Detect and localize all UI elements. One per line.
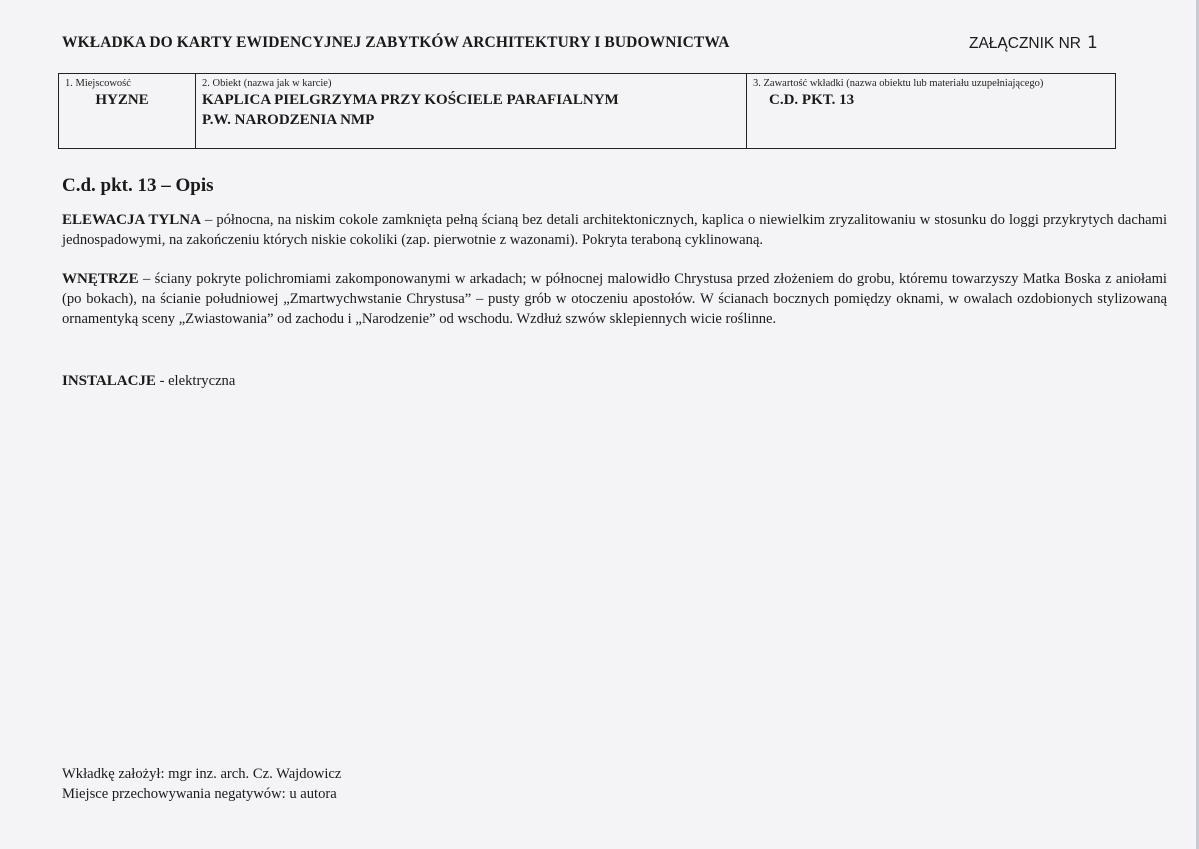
location-value: HYZNE xyxy=(95,92,149,108)
paragraph-text: – północna, na niskim cokole zamknięta pełną ścianą bez detali architektonicznych, kaplica o niewielkim zryzalitowaniu w stosunku do loggi przykrytych dachami jednospadowymi, na zakończeniu których niskie cokoliki (zap. pierwotnie z wazonami). Pokryta teraboną cyklinowaną. xyxy=(62,212,1168,248)
content-value: C.D. PKT. 13 xyxy=(769,92,855,108)
info-table xyxy=(58,73,1116,149)
object-value-line1: KAPLICA PIELGRZYMA PRZY KOŚCIELE PARAFIALNYM xyxy=(202,92,619,108)
paragraph-interior xyxy=(62,269,1167,329)
location-caption: 1. Miejscowość xyxy=(65,78,131,89)
author-line: Wkładkę założył: mgr inz. arch. Cz. Wajdowicz xyxy=(62,766,342,782)
section-title: C.d. pkt. 13 – Opis xyxy=(62,175,214,196)
paragraph-text: - elektryczna xyxy=(155,373,236,389)
storage-line: Miejsce przechowywania negatywów: u autora xyxy=(62,786,337,802)
annex-label xyxy=(969,33,1098,53)
paragraph-rear-elevation xyxy=(62,210,1167,250)
footer xyxy=(62,764,341,804)
paragraph-label: INSTALACJE xyxy=(62,373,156,389)
annex-label-text: ZAŁĄCZNIK NR xyxy=(969,35,1081,52)
paragraph-label: ELEWACJA TYLNA xyxy=(62,212,201,228)
annex-number: 1 xyxy=(1086,33,1098,53)
content-cell xyxy=(747,74,1115,148)
object-caption: 2. Obiekt (nazwa jak w karcie) xyxy=(202,78,332,89)
location-cell xyxy=(59,74,196,148)
document-title: WKŁADKA DO KARTY EWIDENCYJNEJ ZABYTKÓW ARCHITEKTURY I BUDOWNICTWA xyxy=(62,34,730,51)
content-caption: 3. Zawartość wkładki (nazwa obiektu lub materiału uzupełniającego) xyxy=(753,78,1044,89)
object-value-line2: P.W. NARODZENIA NMP xyxy=(202,112,375,128)
paragraph-text: – ściany pokryte polichromiami zakomponowanymi w arkadach; w północnej malowidło Chrystusa przed złożeniem do grobu, któremu towarzyszy Matka Boska z aniołami (po bokach), na ścianie południowej „Zmartwychwstanie Chrystusa” – pusty grób w otoczeniu apostołów. W ścianach bocznych pomiędzy oknami, w owalach ozdobionych stylizowaną ornamentyką sceny „Zwiastowania” od zachodu i „Narodzenie” od wschodu. Wzdłuż szwów sklepiennych wicie roślinne. xyxy=(62,271,1167,327)
paragraph-label: WNĘTRZE xyxy=(62,271,139,287)
paragraph-installations xyxy=(62,371,1167,391)
object-cell xyxy=(196,74,747,148)
